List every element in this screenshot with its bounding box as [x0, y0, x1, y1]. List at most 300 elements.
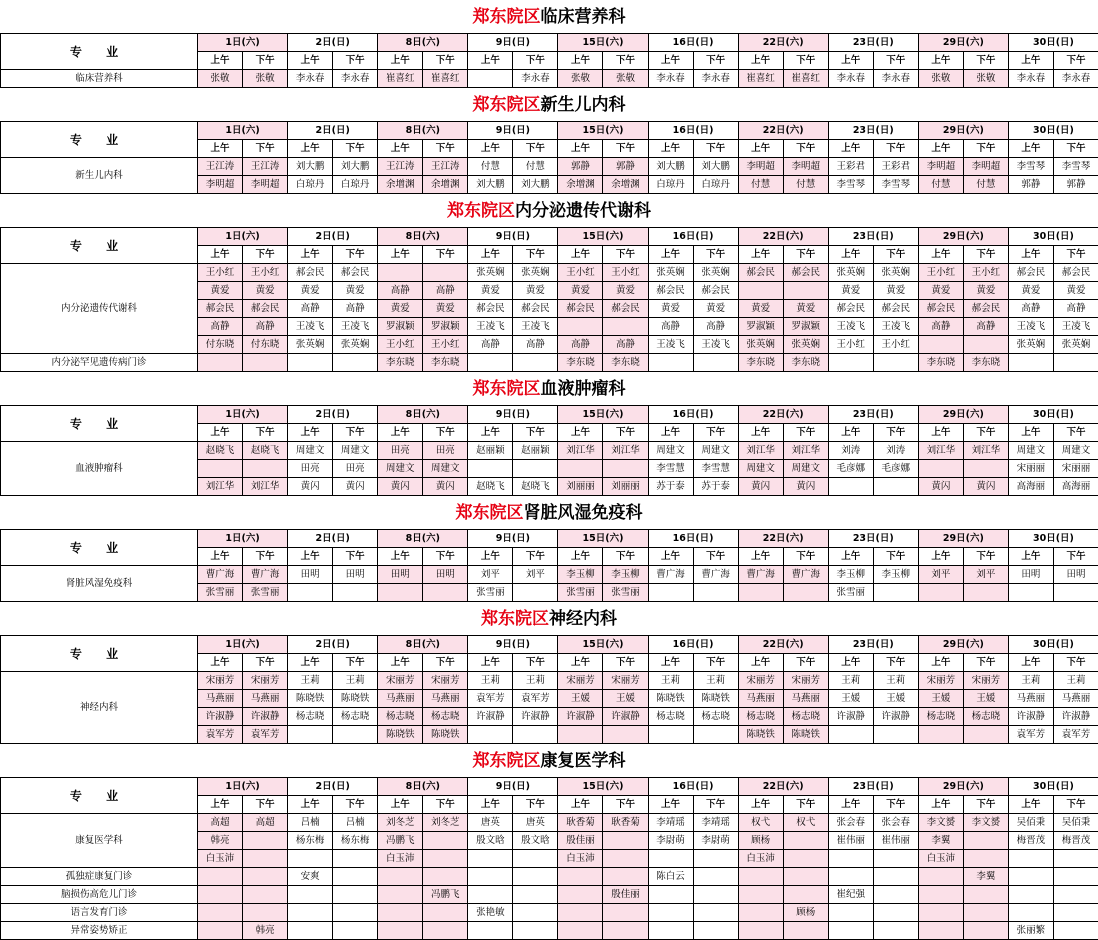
doctor-cell [423, 868, 468, 886]
section-title [0, 744, 1098, 777]
doctor-cell: 王小红 [558, 264, 603, 282]
doctor-cell: 李东晓 [918, 354, 963, 372]
day-header: 15日(六) [558, 228, 648, 246]
am-header: 上午 [828, 52, 873, 70]
pm-header: 下午 [783, 52, 828, 70]
doctor-cell: 赵丽颖 [513, 442, 558, 460]
doctor-cell: 宋丽芳 [738, 672, 783, 690]
doctor-cell [243, 354, 288, 372]
doctor-cell: 许淑静 [198, 708, 243, 726]
doctor-cell: 周建文 [648, 442, 693, 460]
doctor-cell: 刘平 [513, 566, 558, 584]
doctor-cell: 白琼丹 [693, 176, 738, 194]
doctor-cell: 黄爱 [378, 300, 423, 318]
am-header: 上午 [378, 140, 423, 158]
am-header: 上午 [918, 424, 963, 442]
doctor-cell: 付慧 [468, 158, 513, 176]
doctor-cell: 高静 [513, 336, 558, 354]
doctor-cell: 郝会民 [468, 300, 513, 318]
pm-header: 下午 [243, 52, 288, 70]
doctor-cell [783, 922, 828, 940]
doctor-cell: 王媛 [558, 690, 603, 708]
pm-header: 下午 [873, 140, 918, 158]
doctor-cell [333, 584, 378, 602]
pm-header: 下午 [603, 424, 648, 442]
doctor-cell: 郝会民 [918, 300, 963, 318]
doctor-cell [1008, 904, 1053, 922]
doctor-cell: 张敬 [558, 70, 603, 88]
schedule-table [0, 777, 1098, 940]
am-header: 上午 [738, 246, 783, 264]
pm-header: 下午 [513, 654, 558, 672]
am-header: 上午 [378, 654, 423, 672]
pm-header: 下午 [333, 246, 378, 264]
pm-header: 下午 [513, 548, 558, 566]
doctor-cell: 王凌飞 [693, 336, 738, 354]
doctor-cell [513, 354, 558, 372]
doctor-cell: 赵晓飞 [198, 442, 243, 460]
specialty-header: 专 业 [1, 636, 198, 672]
doctor-cell: 刘江华 [243, 478, 288, 496]
section-title [0, 496, 1098, 529]
doctor-cell: 王小红 [918, 264, 963, 282]
am-header: 上午 [558, 654, 603, 672]
doctor-cell: 王小红 [423, 336, 468, 354]
doctor-cell: 宋丽芳 [918, 672, 963, 690]
doctor-cell [693, 886, 738, 904]
doctor-cell: 黄爱 [243, 282, 288, 300]
pm-header: 下午 [603, 796, 648, 814]
doctor-cell: 许淑静 [1053, 708, 1098, 726]
am-header: 上午 [1008, 140, 1053, 158]
doctor-cell: 杨志晓 [918, 708, 963, 726]
day-header: 16日(日) [648, 34, 738, 52]
schedule-table [0, 227, 1098, 372]
pm-header: 下午 [963, 548, 1008, 566]
am-header: 上午 [288, 246, 333, 264]
specialty-header: 专 业 [1, 122, 198, 158]
am-header: 上午 [558, 424, 603, 442]
pm-header: 下午 [243, 654, 288, 672]
doctor-cell: 王媛 [873, 690, 918, 708]
doctor-cell [513, 904, 558, 922]
day-header: 30日(日) [1008, 228, 1098, 246]
pm-header: 下午 [963, 246, 1008, 264]
pm-header: 下午 [873, 548, 918, 566]
doctor-cell: 田亮 [288, 460, 333, 478]
doctor-cell [918, 868, 963, 886]
doctor-cell: 李东晓 [423, 354, 468, 372]
day-header: 1日(六) [198, 530, 288, 548]
doctor-cell: 高静 [468, 336, 513, 354]
section-title [0, 602, 1098, 635]
doctor-cell: 顾杨 [783, 904, 828, 922]
doctor-cell: 袁军芳 [513, 690, 558, 708]
day-header: 15日(六) [558, 122, 648, 140]
doctor-cell [738, 886, 783, 904]
doctor-cell: 崔伟丽 [828, 832, 873, 850]
doctor-cell [918, 336, 963, 354]
doctor-cell: 白琼丹 [648, 176, 693, 194]
doctor-cell [198, 354, 243, 372]
doctor-cell [243, 886, 288, 904]
doctor-cell: 李明超 [963, 158, 1008, 176]
doctor-cell [378, 264, 423, 282]
doctor-cell: 王小红 [828, 336, 873, 354]
doctor-cell: 黄爱 [468, 282, 513, 300]
doctor-cell [198, 904, 243, 922]
am-header: 上午 [378, 246, 423, 264]
doctor-cell: 袁军芳 [198, 726, 243, 744]
doctor-cell [693, 354, 738, 372]
doctor-cell [558, 886, 603, 904]
doctor-cell: 王江涛 [423, 158, 468, 176]
doctor-cell [1053, 584, 1098, 602]
clinic-name: 临床营养科 [1, 70, 198, 88]
doctor-cell: 陈白云 [648, 868, 693, 886]
doctor-cell: 王凌飞 [513, 318, 558, 336]
doctor-cell: 黄爱 [198, 282, 243, 300]
doctor-cell [558, 868, 603, 886]
doctor-cell: 张敬 [603, 70, 648, 88]
doctor-cell: 黄闪 [918, 478, 963, 496]
doctor-cell: 耿香菊 [603, 814, 648, 832]
pm-header: 下午 [963, 424, 1008, 442]
doctor-cell: 田明 [1008, 566, 1053, 584]
doctor-cell [558, 726, 603, 744]
doctor-cell: 张英娴 [693, 264, 738, 282]
doctor-cell [963, 904, 1008, 922]
section-title [0, 88, 1098, 121]
doctor-cell [828, 354, 873, 372]
doctor-cell [648, 850, 693, 868]
doctor-cell: 顾杨 [738, 832, 783, 850]
doctor-cell [738, 868, 783, 886]
day-header: 29日(六) [918, 778, 1008, 796]
doctor-cell: 高静 [378, 282, 423, 300]
am-header: 上午 [828, 140, 873, 158]
am-header: 上午 [288, 52, 333, 70]
am-header: 上午 [378, 52, 423, 70]
doctor-cell: 张雪丽 [828, 584, 873, 602]
pm-header: 下午 [783, 654, 828, 672]
doctor-cell: 刘大鹏 [513, 176, 558, 194]
doctor-cell: 张敬 [918, 70, 963, 88]
doctor-cell: 马燕丽 [1008, 690, 1053, 708]
day-header: 15日(六) [558, 406, 648, 424]
am-header: 上午 [648, 52, 693, 70]
doctor-cell: 陈晓铁 [693, 690, 738, 708]
doctor-cell: 王媛 [918, 690, 963, 708]
doctor-cell: 王凌飞 [873, 318, 918, 336]
doctor-cell [648, 354, 693, 372]
doctor-cell: 李永春 [513, 70, 558, 88]
am-header: 上午 [738, 796, 783, 814]
doctor-cell: 罗淑颖 [783, 318, 828, 336]
pm-header: 下午 [513, 140, 558, 158]
doctor-cell [963, 850, 1008, 868]
doctor-cell: 李玉柳 [603, 566, 648, 584]
doctor-cell [963, 584, 1008, 602]
doctor-cell: 赵晓飞 [513, 478, 558, 496]
doctor-cell: 高静 [243, 318, 288, 336]
pm-header: 下午 [603, 654, 648, 672]
doctor-cell: 杨志晓 [783, 708, 828, 726]
day-header: 8日(六) [378, 778, 468, 796]
table-row [1, 354, 1098, 372]
doctor-cell: 白玉沛 [918, 850, 963, 868]
doctor-cell [333, 904, 378, 922]
pm-header: 下午 [1053, 548, 1098, 566]
specialty-header: 专 业 [1, 530, 198, 566]
doctor-cell: 许淑静 [603, 708, 648, 726]
table-row [1, 264, 1098, 282]
doctor-cell: 李尉萌 [693, 832, 738, 850]
doctor-cell: 吴佰秉 [1008, 814, 1053, 832]
pm-header: 下午 [963, 140, 1008, 158]
doctor-cell: 杨志晓 [648, 708, 693, 726]
doctor-cell: 李翼 [963, 868, 1008, 886]
day-header: 9日(日) [468, 34, 558, 52]
day-header: 30日(日) [1008, 636, 1098, 654]
day-header: 2日(日) [288, 406, 378, 424]
doctor-cell: 宋丽芳 [783, 672, 828, 690]
doctor-cell: 张英娴 [288, 336, 333, 354]
clinic-name: 新生儿内科 [1, 158, 198, 194]
doctor-cell [423, 850, 468, 868]
doctor-cell: 崔喜红 [738, 70, 783, 88]
doctor-cell: 高静 [1053, 300, 1098, 318]
am-header: 上午 [468, 654, 513, 672]
am-header: 上午 [198, 548, 243, 566]
doctor-cell: 马燕丽 [243, 690, 288, 708]
doctor-cell: 陈晓铁 [378, 726, 423, 744]
doctor-cell: 唐英 [468, 814, 513, 832]
doctor-cell [1008, 868, 1053, 886]
doctor-cell: 李玉柳 [558, 566, 603, 584]
doctor-cell: 黄闪 [288, 478, 333, 496]
doctor-cell: 黄闪 [783, 478, 828, 496]
doctor-cell: 白玉沛 [198, 850, 243, 868]
day-header: 8日(六) [378, 228, 468, 246]
pm-header: 下午 [423, 424, 468, 442]
doctor-cell: 郭静 [1008, 176, 1053, 194]
day-header: 15日(六) [558, 636, 648, 654]
day-header: 8日(六) [378, 34, 468, 52]
doctor-cell: 杨志晓 [963, 708, 1008, 726]
doctor-cell: 王凌飞 [288, 318, 333, 336]
day-header: 16日(日) [648, 406, 738, 424]
am-header: 上午 [738, 424, 783, 442]
am-header: 上午 [558, 246, 603, 264]
doctor-cell: 郝会民 [738, 264, 783, 282]
doctor-cell: 田明 [423, 566, 468, 584]
doctor-cell: 黄爱 [918, 282, 963, 300]
pm-header: 下午 [333, 424, 378, 442]
pm-header: 下午 [423, 246, 468, 264]
doctor-cell [873, 354, 918, 372]
doctor-cell: 黄爱 [1053, 282, 1098, 300]
day-header: 1日(六) [198, 778, 288, 796]
doctor-cell [648, 904, 693, 922]
doctor-cell: 宋丽丽 [1008, 460, 1053, 478]
doctor-cell [783, 850, 828, 868]
doctor-cell: 王莉 [513, 672, 558, 690]
doctor-cell: 权弋 [738, 814, 783, 832]
doctor-cell: 李东晓 [558, 354, 603, 372]
doctor-cell: 刘江华 [918, 442, 963, 460]
doctor-cell: 黄爱 [738, 300, 783, 318]
pm-header: 下午 [1053, 246, 1098, 264]
day-header: 29日(六) [918, 122, 1008, 140]
doctor-cell: 马燕丽 [423, 690, 468, 708]
am-header: 上午 [828, 246, 873, 264]
am-header: 上午 [558, 548, 603, 566]
doctor-cell: 王江涛 [198, 158, 243, 176]
doctor-cell: 黄爱 [783, 300, 828, 318]
pm-header: 下午 [873, 654, 918, 672]
doctor-cell [828, 922, 873, 940]
pm-header: 下午 [513, 246, 558, 264]
doctor-cell: 刘江华 [738, 442, 783, 460]
doctor-cell: 李东晓 [963, 354, 1008, 372]
pm-header: 下午 [1053, 796, 1098, 814]
doctor-cell [603, 726, 648, 744]
doctor-cell: 权弋 [783, 814, 828, 832]
day-header: 8日(六) [378, 406, 468, 424]
doctor-cell: 赵丽颖 [468, 442, 513, 460]
doctor-cell: 刘冬芝 [423, 814, 468, 832]
doctor-cell: 李明超 [738, 158, 783, 176]
day-header: 1日(六) [198, 228, 288, 246]
doctor-cell: 黄爱 [828, 282, 873, 300]
campus-name: 郑东院区 [447, 201, 515, 221]
doctor-cell [693, 922, 738, 940]
doctor-cell [423, 584, 468, 602]
doctor-cell [288, 922, 333, 940]
doctor-cell: 吕楠 [288, 814, 333, 832]
doctor-cell [828, 726, 873, 744]
doctor-cell: 高超 [243, 814, 288, 832]
doctor-cell [603, 318, 648, 336]
doctor-cell: 张英娴 [513, 264, 558, 282]
doctor-cell [603, 922, 648, 940]
doctor-cell [288, 354, 333, 372]
section-title [0, 0, 1098, 33]
doctor-cell: 付慧 [513, 158, 558, 176]
pm-header: 下午 [963, 52, 1008, 70]
doctor-cell: 余增渊 [558, 176, 603, 194]
doctor-cell: 王彩君 [828, 158, 873, 176]
doctor-cell: 马燕丽 [783, 690, 828, 708]
doctor-cell: 刘大鹏 [288, 158, 333, 176]
doctor-cell: 郝会民 [558, 300, 603, 318]
day-header: 29日(六) [918, 406, 1008, 424]
doctor-cell: 殷佳丽 [558, 832, 603, 850]
am-header: 上午 [198, 654, 243, 672]
doctor-cell: 郝会民 [1053, 264, 1098, 282]
doctor-cell: 刘冬芝 [378, 814, 423, 832]
doctor-cell: 高海丽 [1008, 478, 1053, 496]
doctor-cell: 白琼丹 [333, 176, 378, 194]
department-name: 内分泌遗传代谢科 [515, 201, 651, 221]
doctor-cell: 周建文 [693, 442, 738, 460]
doctor-cell: 郝会民 [288, 264, 333, 282]
doctor-cell: 周建文 [423, 460, 468, 478]
doctor-cell: 周建文 [1053, 442, 1098, 460]
doctor-cell: 梅晋茂 [1053, 832, 1098, 850]
clinic-name: 语言发育门诊 [1, 904, 198, 922]
doctor-cell: 王凌飞 [828, 318, 873, 336]
doctor-cell: 付慧 [738, 176, 783, 194]
doctor-cell [963, 336, 1008, 354]
pm-header: 下午 [243, 140, 288, 158]
doctor-cell: 黄爱 [963, 282, 1008, 300]
doctor-cell [603, 850, 648, 868]
doctor-cell: 罗淑颖 [738, 318, 783, 336]
am-header: 上午 [378, 796, 423, 814]
doctor-cell [333, 922, 378, 940]
doctor-cell: 李东晓 [738, 354, 783, 372]
table-row [1, 922, 1098, 940]
doctor-cell: 许淑静 [513, 708, 558, 726]
doctor-cell [333, 726, 378, 744]
doctor-cell: 刘江华 [963, 442, 1008, 460]
doctor-cell: 刘江华 [558, 442, 603, 460]
day-header: 1日(六) [198, 406, 288, 424]
doctor-cell: 张英娴 [873, 264, 918, 282]
day-header: 9日(日) [468, 406, 558, 424]
doctor-cell: 马燕丽 [1053, 690, 1098, 708]
doctor-cell: 黄爱 [873, 282, 918, 300]
campus-name: 郑东院区 [481, 609, 549, 629]
doctor-cell: 李东晓 [378, 354, 423, 372]
doctor-cell: 刘江华 [783, 442, 828, 460]
pm-header: 下午 [693, 246, 738, 264]
doctor-cell: 曹广海 [243, 566, 288, 584]
pm-header: 下午 [513, 52, 558, 70]
day-header: 8日(六) [378, 530, 468, 548]
doctor-cell: 张敬 [243, 70, 288, 88]
am-header: 上午 [738, 548, 783, 566]
doctor-cell [918, 904, 963, 922]
am-header: 上午 [198, 52, 243, 70]
day-header: 15日(六) [558, 778, 648, 796]
schedule-table [0, 121, 1098, 194]
doctor-cell: 李东晓 [783, 354, 828, 372]
pm-header: 下午 [423, 548, 468, 566]
am-header: 上午 [648, 548, 693, 566]
day-header: 2日(日) [288, 34, 378, 52]
doctor-cell: 郝会民 [693, 282, 738, 300]
day-header: 16日(日) [648, 122, 738, 140]
doctor-cell: 郭静 [1053, 176, 1098, 194]
doctor-cell: 周建文 [378, 460, 423, 478]
clinic-name: 孤独症康复门诊 [1, 868, 198, 886]
day-header: 2日(日) [288, 122, 378, 140]
doctor-cell: 黄爱 [648, 300, 693, 318]
doctor-cell [693, 726, 738, 744]
doctor-cell [243, 460, 288, 478]
pm-header: 下午 [513, 424, 558, 442]
doctor-cell: 陈晓铁 [783, 726, 828, 744]
doctor-cell: 陈晓铁 [738, 726, 783, 744]
doctor-cell: 李雪琴 [873, 176, 918, 194]
doctor-cell [558, 922, 603, 940]
doctor-cell: 李永春 [333, 70, 378, 88]
doctor-cell: 宋丽芳 [963, 672, 1008, 690]
day-header: 22日(六) [738, 122, 828, 140]
